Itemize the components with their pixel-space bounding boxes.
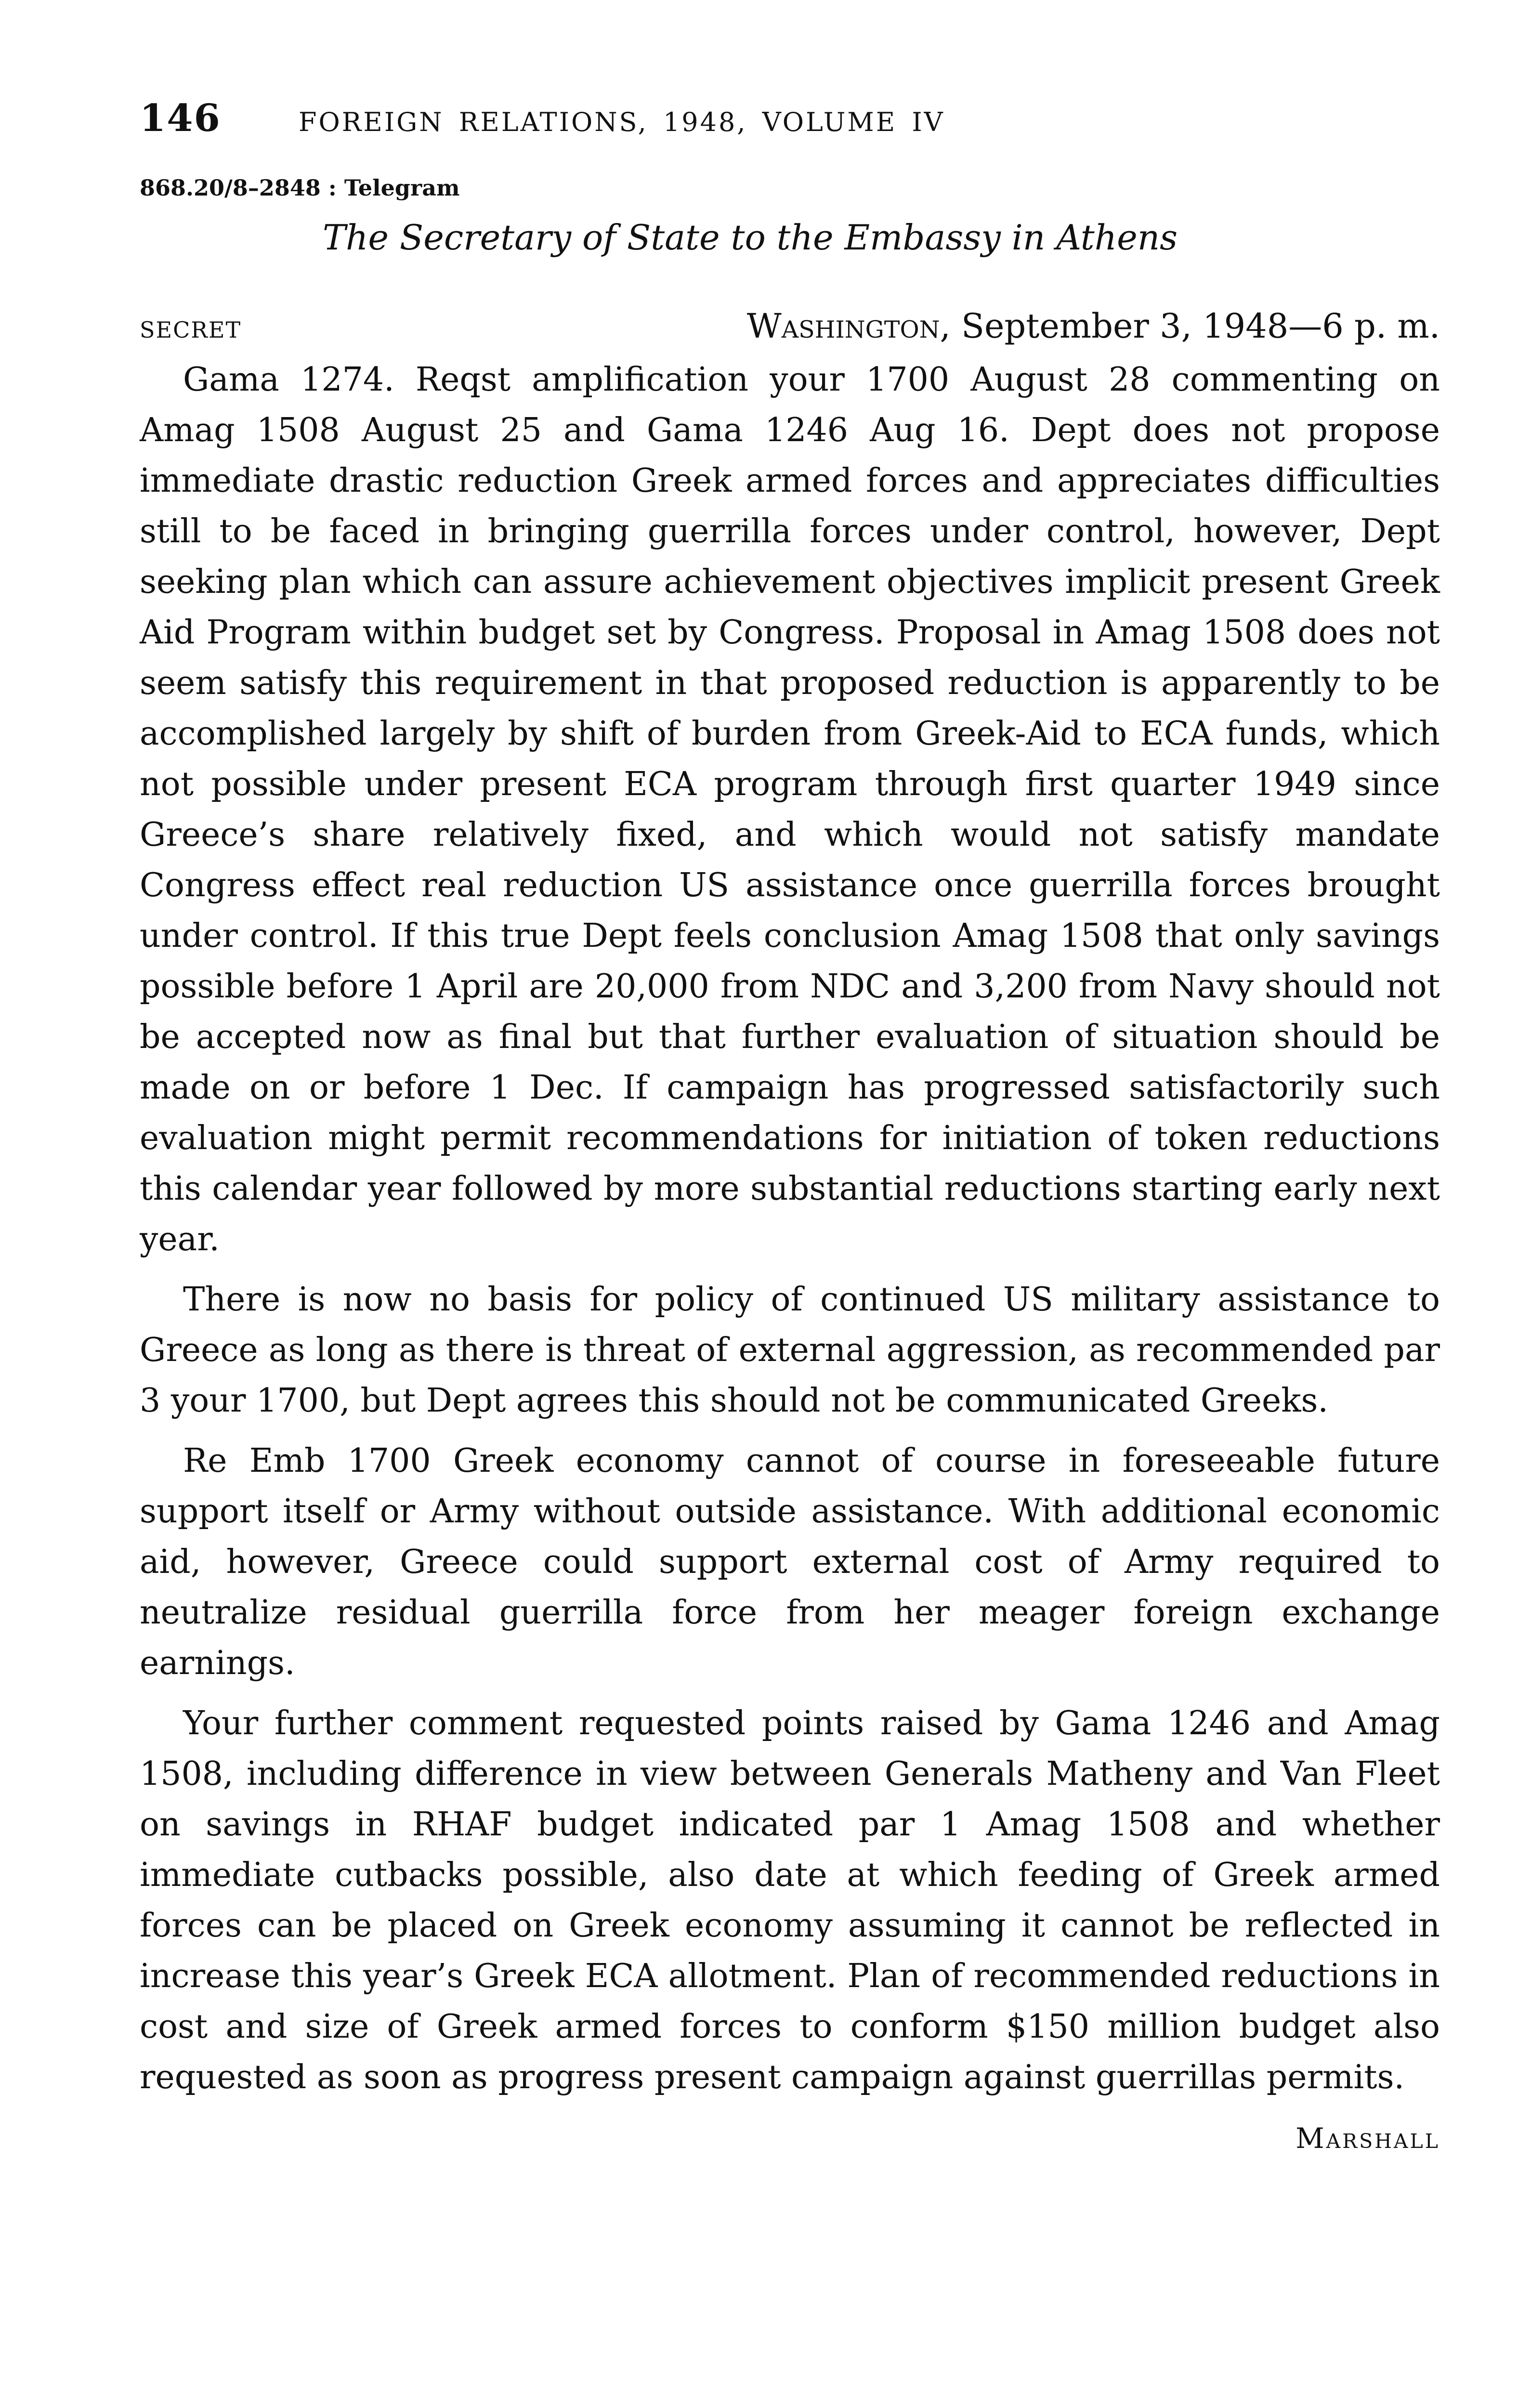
document-title: The Secretary of State to the Embassy in Athens (323, 217, 1178, 258)
telegram-body (140, 354, 1440, 2103)
document-page (140, 96, 1440, 2408)
place-and-date (747, 306, 1440, 346)
running-title: FOREIGN RELATIONS, 1948, VOLUME IV (299, 107, 945, 137)
file-reference: 868.20/8–2848 : Telegram (140, 175, 460, 201)
classification-label: SECRET (140, 317, 242, 343)
running-head (140, 96, 1440, 159)
signature: Marshall (1296, 2122, 1440, 2155)
paragraph-4: Your further comment requested points raised by Gama 1246 and Amag 1508, including difference in view between Generals Matheny and Van Fleet on savings in RHAF budget indicated par 1 Amag 1508 and whether immediate cutbacks possible, also date at which feeding of Greek armed forces can be placed on Greek economy assuming it cannot be reflected in increase this year’s Greek ECA allotment. Plan of recommended reductions in cost and size of Greek armed forces to conform $150 million budget also requested as soon as progress present campaign against guerrillas permits. (140, 1704, 1440, 2096)
date: , September 3, 1948—6 p. m. (940, 306, 1440, 346)
paragraph-3: Re Emb 1700 Greek economy cannot of course in foreseeable future support itself or Army without outside assistance. With additional economic aid, however, Greece could support external cost of Army required to neutralize residual guerrilla force from her meager foreign exchange earnings. (140, 1442, 1440, 1682)
page-number: 146 (140, 96, 221, 140)
paragraph-1: Gama 1274. Reqst amplification your 1700 August 28 commenting on Amag 1508 August 25 and Gama 1246 Aug 16. Dept does not propose immediate drastic reduction Greek armed forces and appreciates difficulties still to be faced in bringing guerrilla forces under control, however, Dept seeking plan which can assure achievement objectives implicit present Greek Aid Program within budget set by Congress. Proposal in Amag 1508 does not seem satisfy this requirement in that proposed reduction is apparently to be accomplished largely by shift of burden from Greek-Aid to ECA funds, which not possible under present ECA program through first quarter 1949 since Greece’s share relatively fixed, and which would not satisfy mandate Congress effect real reduction US assistance once guerrilla forces brought under control. If this true Dept feels conclusion Amag 1508 that only savings possible before 1 April are 20,000 from NDC and 3,200 from Navy should not be accepted now as final but that further evaluation of situation should be made on or before 1 Dec. If campaign has progressed satisfactorily such evaluation might permit recommendations for initiation of token reductions this calendar year followed by more substantial reductions starting early next year. (140, 361, 1440, 1258)
place: Washington (746, 306, 940, 346)
dateline (140, 306, 1440, 354)
paragraph-2: There is now no basis for policy of continued US military assistance to Greece as long as there is threat of external aggression, as recommended par 3 your 1700, but Dept agrees this should not be communicated Greeks. (140, 1281, 1440, 1420)
